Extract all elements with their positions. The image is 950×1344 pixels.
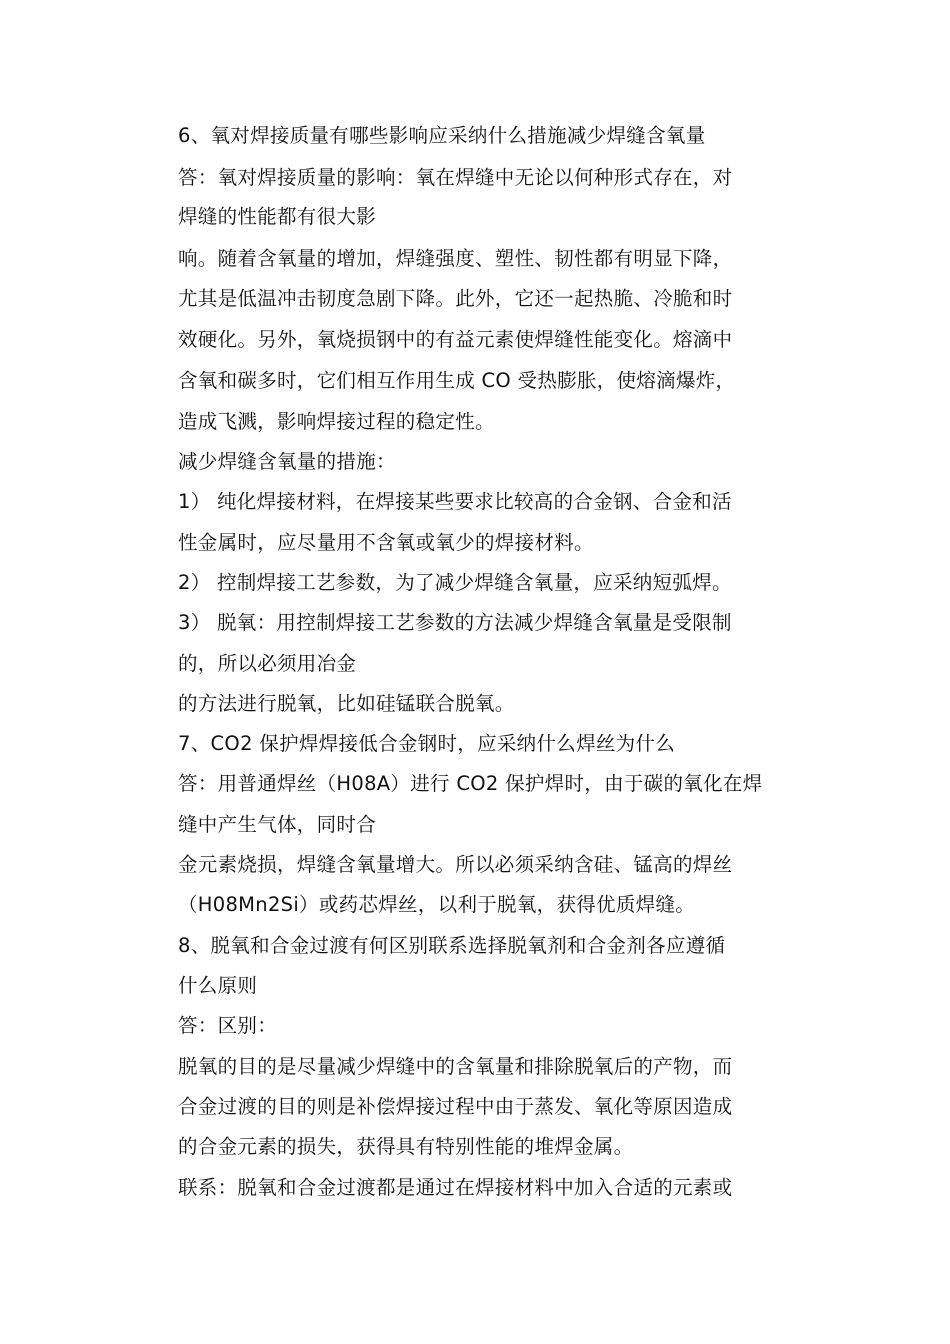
text-line: 效硬化。另外，氧烧损钢中的有益元素使焊缝性能变化。熔滴中 — [178, 328, 733, 351]
text-line: 的方法进行脱氧，比如硅锰联合脱氧。 — [178, 692, 515, 715]
text-line: 尤其是低温冲击韧度急剧下降。此外，它还一起热脆、冷脆和时 — [178, 287, 733, 310]
text-line: 响。随着含氧量的增加，焊缝强度、塑性、韧性都有明显下降， — [178, 247, 733, 270]
text-line: 含氧和碳多时，它们相互作用生成 CO 受热膨胀，使熔滴爆炸， — [178, 369, 736, 392]
text-line: 联系：脱氧和合金过渡都是通过在焊接材料中加入合适的元素或 — [178, 1176, 733, 1199]
text-line: 的合金元素的损失，获得具有特别性能的堆焊金属。 — [178, 1135, 634, 1158]
text-line: 8、脱氧和合金过渡有何区别联系选择脱氧剂和合金剂各应遵循 — [178, 934, 726, 957]
text-line: 答：氧对焊接质量的影响：氧在焊缝中无论以何种形式存在，对 — [178, 166, 733, 189]
text-line: 的，所以必须用冶金 — [178, 652, 357, 675]
text-line: 2） 控制焊接工艺参数，为了减少焊缝含氧量，应采纳短弧焊。 — [178, 571, 732, 594]
text-line: 什么原则 — [178, 974, 258, 997]
text-line: 金元素烧损，焊缝含氧量增大。所以必须采纳含硅、锰高的焊丝 — [178, 853, 733, 876]
text-line: 缝中产生气体，同时合 — [178, 813, 377, 836]
text-line: （H08Mn2Si）或药芯焊丝，以利于脱氧，获得优质焊缝。 — [178, 893, 696, 916]
text-line: 1） 纯化焊接材料，在焊接某些要求比较高的合金钢、合金和活 — [178, 490, 732, 513]
text-line: 6、氧对焊接质量有哪些影响应采纳什么措施减少焊缝含氧量 — [178, 124, 706, 147]
text-line: 7、CO2 保护焊焊接低合金钢时，应采纳什么焊丝为什么 — [178, 732, 676, 755]
text-line: 减少焊缝含氧量的措施： — [178, 450, 396, 473]
text-line: 焊缝的性能都有很大影 — [178, 205, 377, 228]
text-line: 答：用普通焊丝（H08A）进行 CO2 保护焊时，由于碳的氧化在焊 — [178, 772, 763, 795]
text-line: 性金属时，应尽量用不含氧或氧少的焊接材料。 — [178, 531, 594, 554]
text-line: 造成飞溅，影响焊接过程的稳定性。 — [178, 410, 495, 433]
text-line: 答：区别： — [178, 1014, 278, 1037]
text-line: 3） 脱氧：用控制焊接工艺参数的方法减少焊缝含氧量是受限制 — [178, 611, 732, 634]
text-line: 脱氧的目的是尽量减少焊缝中的含氧量和排除脱氧后的产物，而 — [178, 1055, 733, 1078]
text-line: 合金过渡的目的则是补偿焊接过程中由于蒸发、氧化等原因造成 — [178, 1095, 733, 1118]
